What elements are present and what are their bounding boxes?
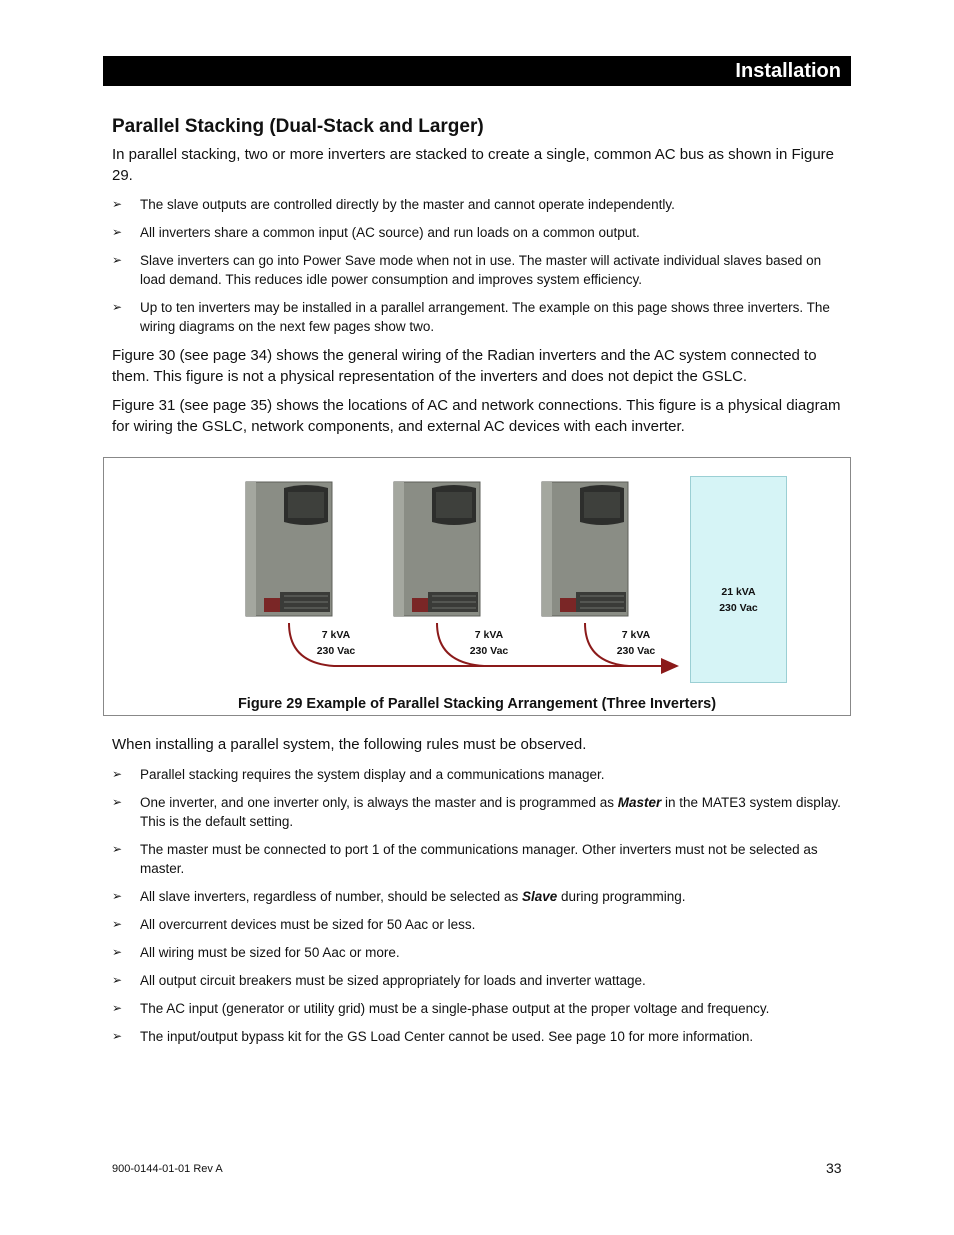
list-item: ➢ The master must be connected to port 1 of the communications manager. Other inverters must not be selected as master. bbox=[112, 842, 818, 876]
rules-intro: When installing a parallel system, the following rules must be observed. bbox=[112, 736, 587, 753]
arrow-bullet-icon: ➢ bbox=[112, 253, 123, 267]
inverter-3-label: 7 kVA 230 Vac bbox=[616, 629, 656, 657]
intro-paragraph: In parallel stacking, two or more inverters are stacked to create a single, common AC bus as shown in Figure 29. bbox=[112, 146, 834, 184]
arrow-bullet-icon: ➢ bbox=[112, 1001, 123, 1015]
rules-list bbox=[112, 765, 847, 1046]
arrow-bullet-icon: ➢ bbox=[112, 300, 123, 314]
arrow-bullet-icon: ➢ bbox=[112, 795, 123, 809]
list-item: ➢ All wiring must be sized for 50 Aac or more. bbox=[112, 945, 400, 960]
list-item: ➢ The slave outputs are controlled directly by the master and cannot operate independently. bbox=[112, 197, 675, 212]
figure30-paragraph: Figure 30 (see page 34) shows the general wiring of the Radian inverters and the AC system connected to them. This figure is not a physical representation of the inverters and does not depict the GSLC. bbox=[112, 347, 817, 385]
list-item: ➢ Slave inverters can go into Power Save mode when not in use. The master will activate individual slaves based on load demand. This reduces idle power consumption and improves system efficiency. bbox=[112, 253, 822, 287]
header-title: Installation bbox=[735, 60, 841, 82]
list-item: ➢ All output circuit breakers must be sized appropriately for loads and inverter wattage. bbox=[112, 973, 646, 988]
arrow-bullet-icon: ➢ bbox=[112, 945, 123, 959]
inverter-2-icon bbox=[392, 480, 484, 618]
total-output-label: 21 kVA 230 Vac bbox=[719, 586, 758, 614]
document-number: 900-0144-01-01 Rev A bbox=[112, 1163, 223, 1175]
inverter-2-label: 7 kVA 230 Vac bbox=[469, 629, 509, 657]
list-item: ➢ All slave inverters, regardless of number, should be selected as Slave during programming. bbox=[112, 889, 686, 904]
arrow-bullet-icon: ➢ bbox=[112, 1029, 123, 1043]
section-title: Parallel Stacking (Dual-Stack and Larger) bbox=[112, 116, 484, 137]
arrow-bullet-icon: ➢ bbox=[112, 889, 123, 903]
list-item: ➢ Parallel stacking requires the system display and a communications manager. bbox=[112, 767, 605, 782]
arrow-bullet-icon: ➢ bbox=[112, 973, 123, 987]
figure-caption: Figure 29 Example of Parallel Stacking Arrangement (Three Inverters) bbox=[237, 696, 717, 712]
top-bullet-list bbox=[112, 195, 847, 336]
arrow-bullet-icon: ➢ bbox=[112, 225, 123, 239]
slave-setting-term: Slave bbox=[521, 889, 558, 904]
list-item: ➢ All overcurrent devices must be sized for 50 Aac or less. bbox=[112, 917, 476, 932]
arrow-bullet-icon: ➢ bbox=[112, 917, 123, 931]
list-item: ➢ Up to ten inverters may be installed in a parallel arrangement. The example on this page shows three inverters. The wiring diagrams on the next few pages show two. bbox=[112, 300, 830, 334]
page-number: 33 bbox=[826, 1160, 842, 1176]
inverter-1-icon bbox=[244, 480, 336, 618]
list-item: ➢ All inverters share a common input (AC source) and run loads on a common output. bbox=[112, 225, 640, 240]
arrow-bullet-icon: ➢ bbox=[112, 197, 123, 211]
list-item: ➢ The input/output bypass kit for the GS Load Center cannot be used. See page 10 for more information. bbox=[112, 1029, 754, 1044]
header-bar bbox=[103, 56, 851, 86]
common-ac-bus-box bbox=[690, 476, 787, 683]
master-setting-term: Master bbox=[617, 795, 662, 810]
inverter-3-icon bbox=[540, 480, 632, 618]
figure-29 bbox=[103, 457, 851, 716]
inverter-1-label: 7 kVA 230 Vac bbox=[316, 629, 356, 657]
arrow-bullet-icon: ➢ bbox=[112, 767, 123, 781]
list-item: ➢ The AC input (generator or utility grid) must be a single-phase output at the proper voltage and frequency. bbox=[112, 1001, 770, 1016]
figure31-paragraph: Figure 31 (see page 35) shows the locations of AC and network connections. This figure is a physical diagram for wiring the GSLC, network components, and external AC devices with each inverter. bbox=[112, 397, 841, 435]
list-item: ➢ One inverter, and one inverter only, is always the master and is programmed as Master in the MATE3 system display. This is the default setting. bbox=[112, 795, 841, 829]
arrow-bullet-icon: ➢ bbox=[112, 842, 123, 856]
